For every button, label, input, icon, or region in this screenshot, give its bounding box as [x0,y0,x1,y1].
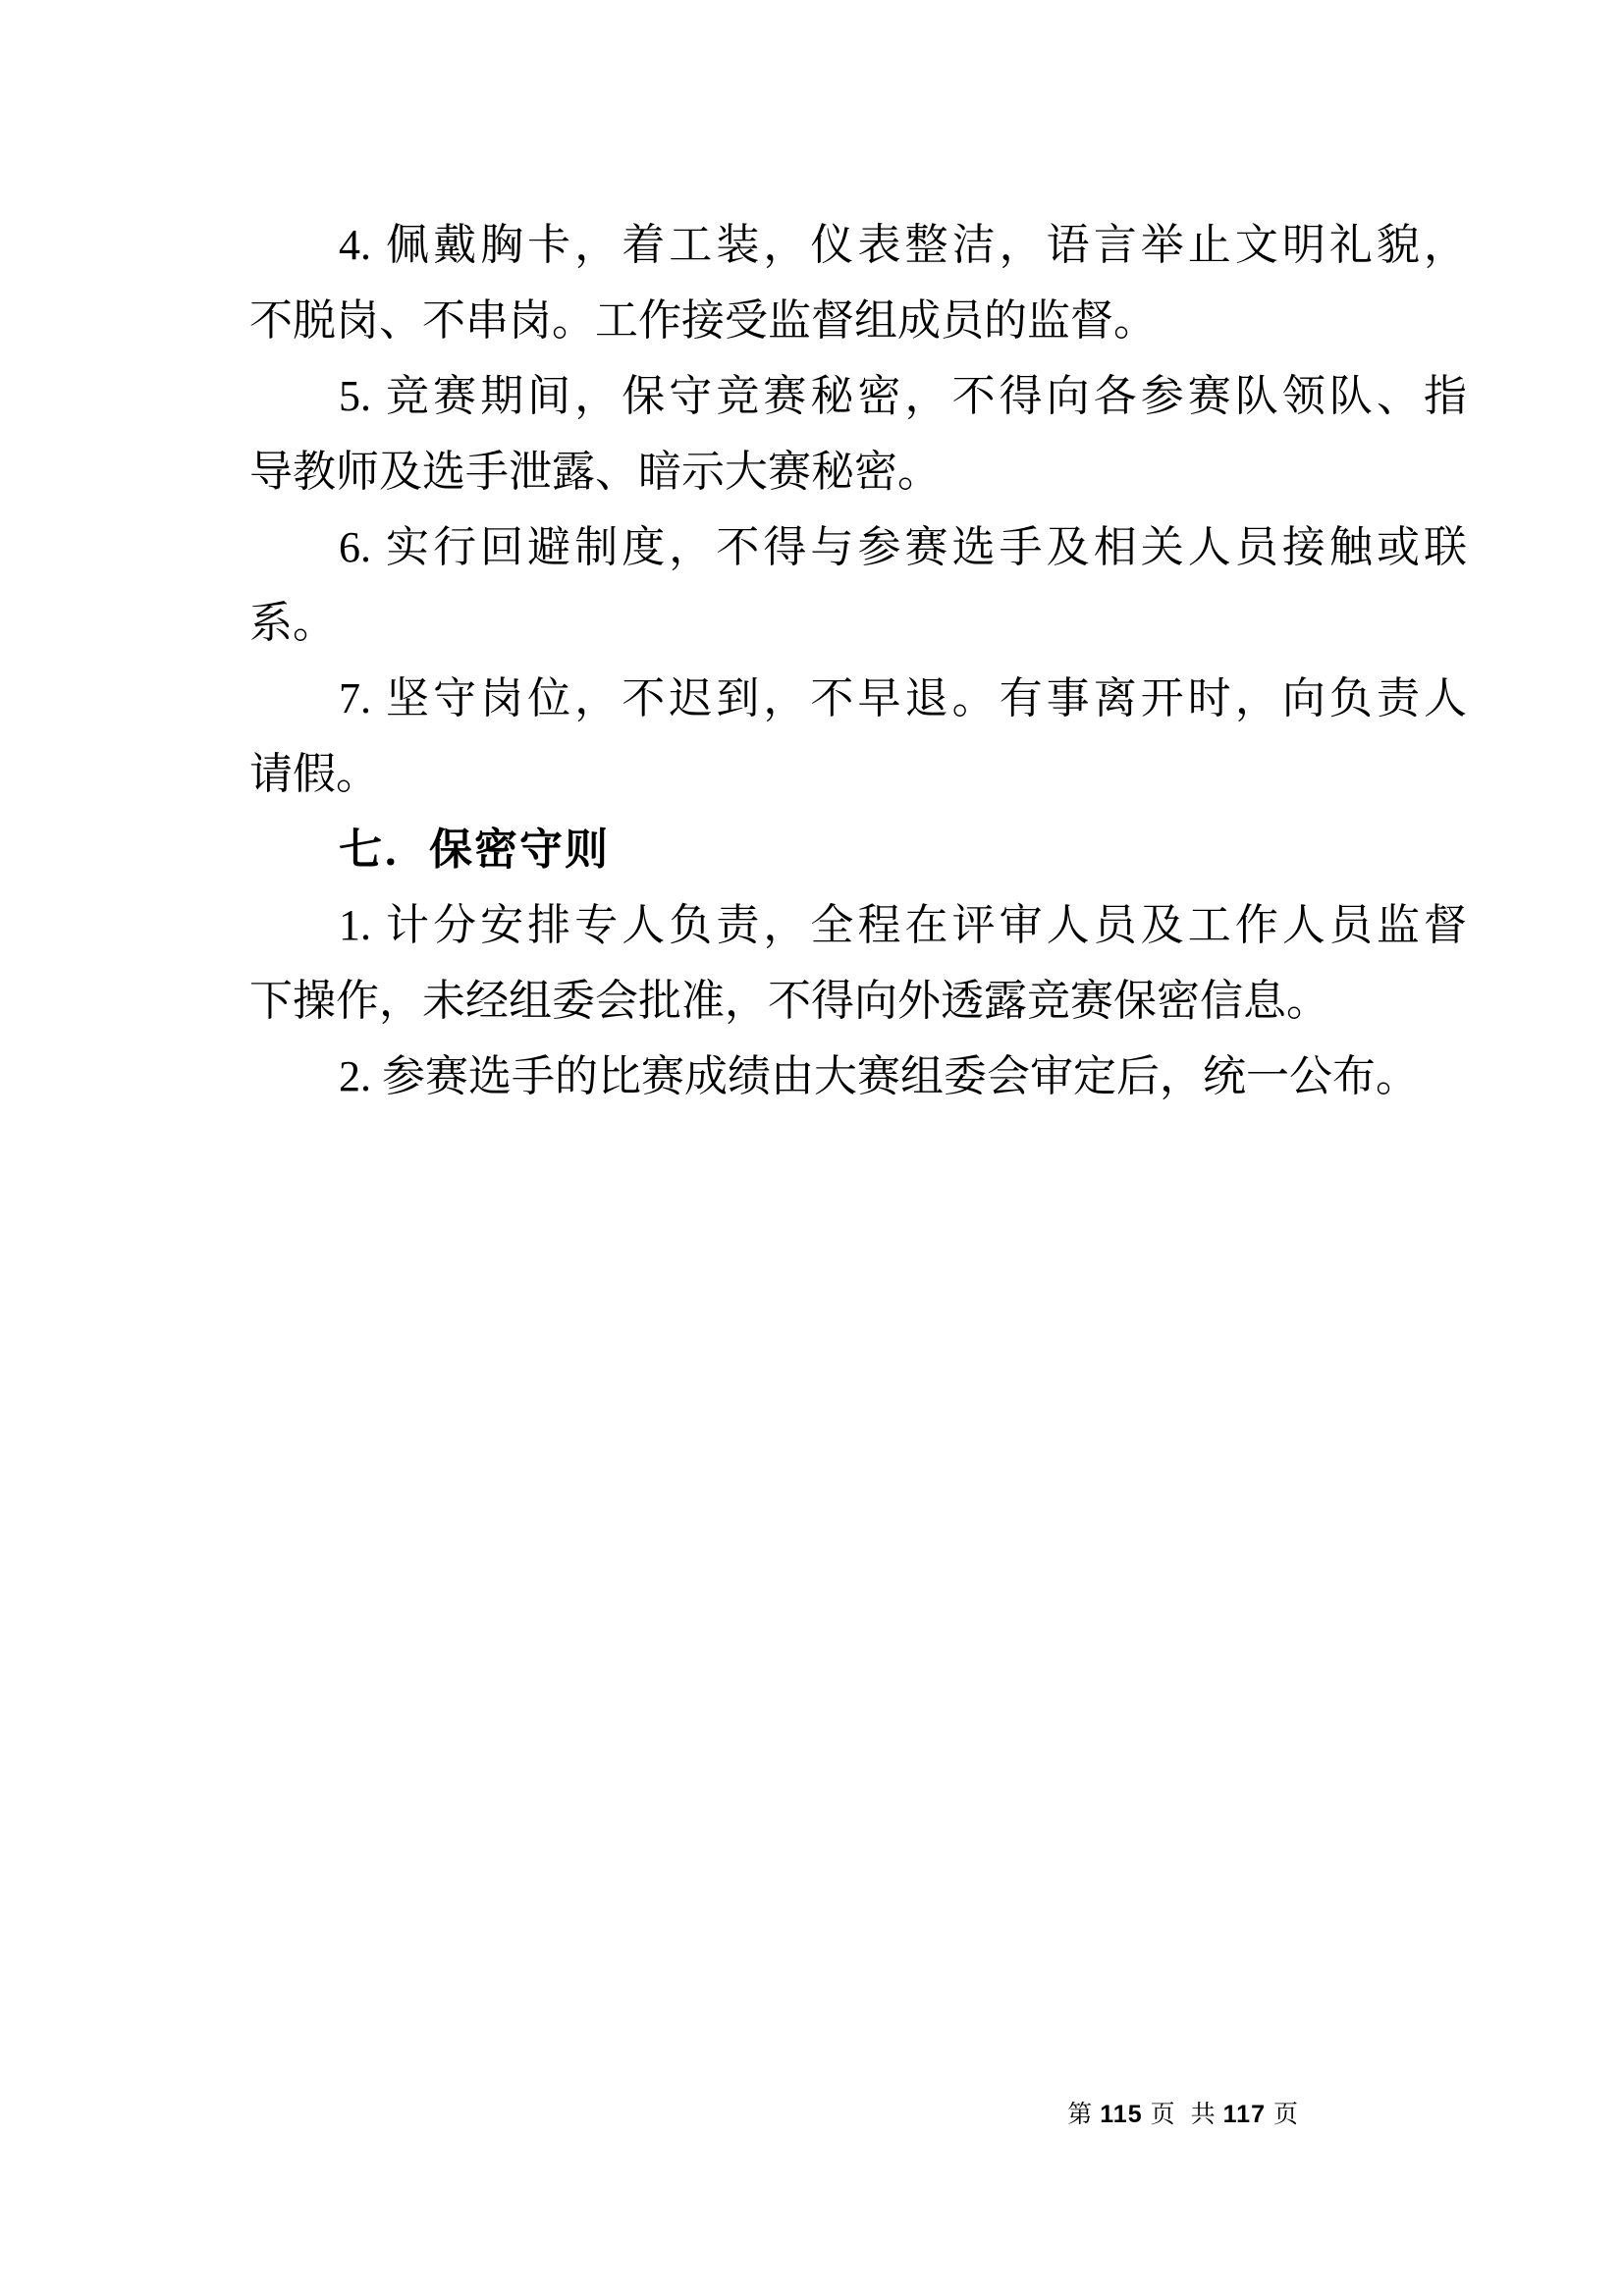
list-item-7-line-2: 请假。 [249,750,379,798]
list-item-5-line-2: 导教师及选手泄露、暗示大赛秘密。 [249,448,941,496]
footer-total-pages-number: 117 [1222,2101,1266,2128]
list-item-1-line-1: 1. 计分安排专人负责，全程在评审人员及工作人员监督 [339,901,1467,949]
footer-total-label-suffix: 页 [1272,2102,1298,2128]
footer-total-label-prefix: 共 [1190,2102,1216,2128]
section-heading-confidentiality: 七．保密守则 [339,826,610,874]
footer-current-page-number: 115 [1100,2101,1143,2128]
list-item-7-line-1: 7. 坚守岗位，不迟到，不早退。有事离开时，向负责人 [339,674,1467,722]
list-item-4-line-1: 4. 佩戴胸卡，着工装，仪表整洁，语言举止文明礼貌， [339,221,1467,269]
list-item-6-line-1: 6. 实行回避制度，不得与参赛选手及相关人员接触或联 [339,523,1467,571]
page-footer [1067,2100,1298,2130]
list-item-1-line-2: 下操作，未经组委会批准，不得向外透露竞赛保密信息。 [249,977,1329,1025]
document-body [249,207,1467,1114]
list-item-5-line-1: 5. 竞赛期间，保守竞赛秘密，不得向各参赛队领队、指 [339,372,1467,420]
footer-page-label-prefix: 第 [1067,2102,1093,2128]
list-item-6-line-2: 系。 [249,599,336,647]
list-item-4-line-2: 不脱岗、不串岗。工作接受监督组成员的监督。 [249,296,1157,345]
footer-page-label-suffix: 页 [1150,2102,1175,2128]
list-item-2-line-1: 2. 参赛选手的比赛成绩由大赛组委会审定后，统一公布。 [339,1052,1419,1100]
